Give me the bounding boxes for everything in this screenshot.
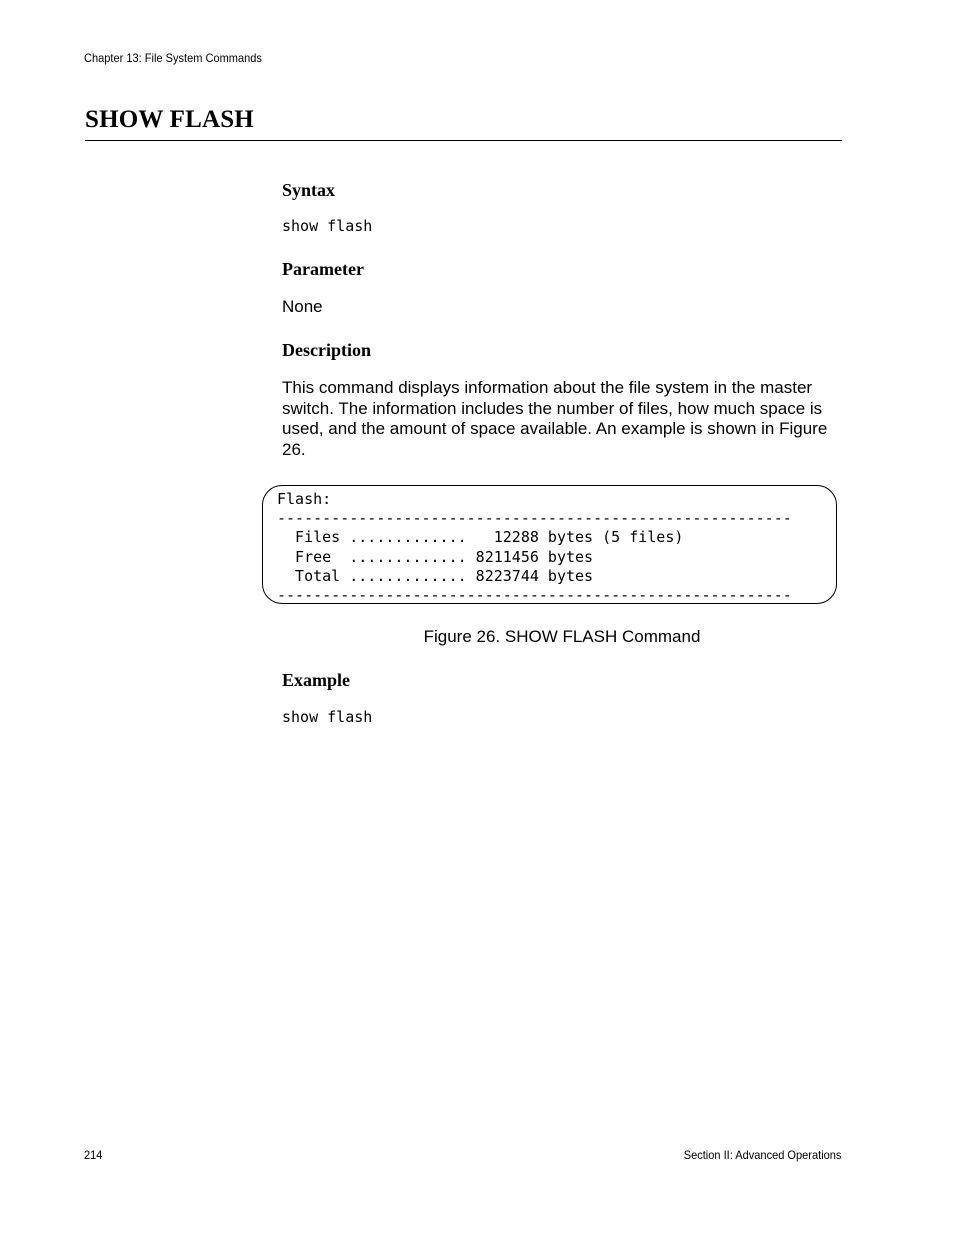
example-heading: Example <box>282 670 351 690</box>
parameter-heading: Parameter <box>282 259 364 279</box>
footer-section: Section II: Advanced Operations <box>683 1148 841 1162</box>
example-command: show flash <box>282 708 373 726</box>
figure-line: Flash: <box>277 490 332 508</box>
page-number: 214 <box>84 1148 103 1162</box>
figure-caption: Figure 26. SHOW FLASH Command <box>423 627 701 646</box>
syntax-heading: Syntax <box>282 180 336 200</box>
figure-line: Total ............. 8223744 bytes <box>277 566 594 585</box>
description-text: This command displays information about the file system in the master switch. The information includes the number of files, how much space is used, and the amount of space available. An example is shown in Figure 26. <box>282 378 828 459</box>
figure-code <box>277 490 792 605</box>
parameter-text: None <box>282 297 323 316</box>
title-rule <box>85 140 842 141</box>
description-heading: Description <box>282 340 371 360</box>
figure-line: --------------------------------------------------------- <box>277 586 792 605</box>
syntax-command: show flash <box>282 217 373 235</box>
figure-line: --------------------------------------------------------- <box>277 509 792 528</box>
page-title: SHOW FLASH <box>85 106 254 133</box>
running-header: Chapter 13: File System Commands <box>84 51 262 65</box>
figure-line: Free ............. 8211456 bytes <box>277 547 594 566</box>
figure-line: Files ............. 12288 bytes (5 files) <box>277 528 684 547</box>
